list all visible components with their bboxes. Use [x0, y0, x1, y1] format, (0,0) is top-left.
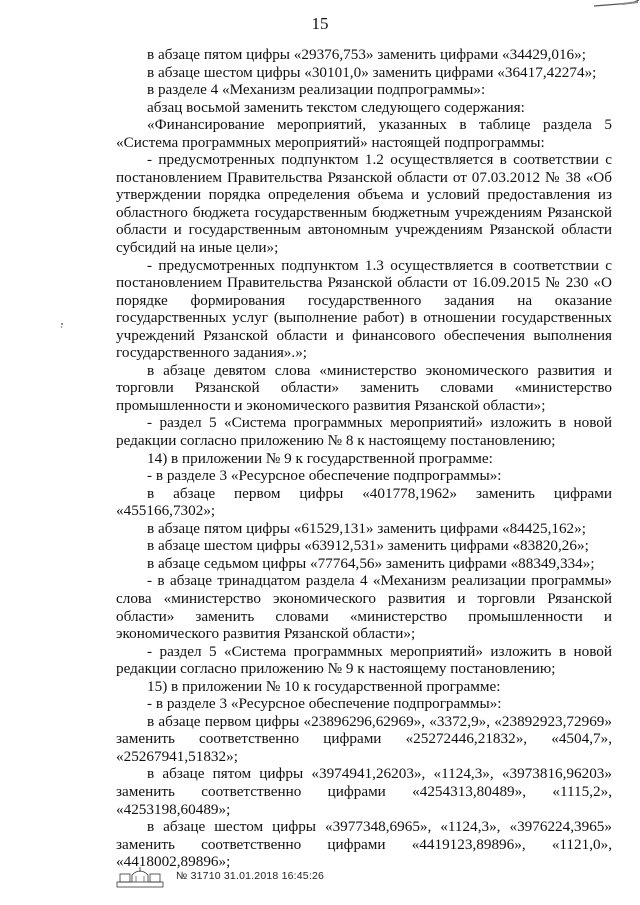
paragraph-1: в абзаце пятом цифры «29376,753» заменить цифрами «34429,016»; — [147, 46, 586, 63]
margin-speck — [60, 322, 64, 328]
paragraph-2: в абзаце шестом цифры «30101,0» заменить цифрами «36417,42274»; — [147, 63, 597, 81]
paragraph-15: в абзаце седьмом цифры «77764,56» заменить цифрами «88349,334»; — [147, 554, 595, 572]
paragraph-16: - в абзаце тринадцатом раздела 4 «Механизм реализации программы» слова «министерство экономического развития и торговли Рязанской области» заменить словами «министерство промышленности и экономического развития Рязанской области»; — [116, 572, 612, 643]
document-body — [116, 46, 612, 871]
paragraph-21: в абзаце пятом цифры «3974941,26203», «1124,3», «3973816,96203» заменить соответственно цифрами «4254313,80489», «1115,2», «4253198,60489»; — [116, 765, 612, 818]
paragraph-14: в абзаце шестом цифры «63912,531» заменить цифрами «83820,26»; — [147, 537, 589, 555]
paragraph-19: - в разделе 3 «Ресурсное обеспечение подпрограммы»: — [147, 695, 502, 713]
page-corner-mark — [592, 0, 640, 8]
document-seal-icon — [116, 866, 164, 888]
footer — [116, 866, 416, 896]
paragraph-22: в абзаце шестом цифры «3977348,6965», «1124,3», «3976224,3965» заменить соответственно цифрами «4419123,89896», «1121,0», «4418002,89896»; — [116, 818, 612, 871]
paragraph-9: - раздел 5 «Система программных мероприятий» изложить в новой редакции согласно приложению № 8 к настоящему постановлению; — [116, 414, 612, 450]
paragraph-10: 14) в приложении № 9 к государственной программе: — [147, 449, 493, 467]
paragraph-13: в абзаце пятом цифры «61529,131» заменить цифрами «84425,162»; — [147, 519, 586, 537]
paragraph-5: «Финансирование мероприятий, указанных в таблице раздела 5 «Система программных мероприятий» настоящей подпрограммы: — [116, 116, 612, 151]
paragraph-12: в абзаце первом цифры «401778,1962» заменить цифрами «455166,7302»; — [116, 484, 612, 520]
paragraph-4: абзац восьмой заменить текстом следующего содержания: — [147, 98, 525, 116]
paragraph-8: в абзаце девятом слова «министерство экономического развития и торговли Рязанской области» заменить словами «министерство промышленности и экономического развития Рязанской области»; — [116, 361, 612, 414]
paragraph-7: - предусмотренных подпунктом 1.3 осуществляется в соответствии с постановлением Правительства Рязанской области от 16.09.2015 № 230 «О порядке формирования государственного задания на оказание государственных услуг (выполнение работ) в отношении государственных учреждений Рязанской области и финансового обеспечения выполнения государственного задания».»; — [116, 256, 612, 362]
paragraph-11: - в разделе 3 «Ресурсное обеспечение подпрограммы»: — [147, 467, 502, 485]
paragraph-3: в разделе 4 «Механизм реализации подпрограммы»: — [147, 81, 486, 99]
paragraph-17: - раздел 5 «Система программных мероприятий» изложить в новой редакции согласно приложению № 9 к настоящему постановлению; — [116, 642, 612, 678]
page-number: 15 — [311, 14, 329, 33]
paragraph-6: - предусмотренных подпунктом 1.2 осуществляется в соответствии с постановлением Правительства Рязанской области от 07.03.2012 № 38 «Об утверждении порядка определения объема и условий предоставления из областного бюджета государственным бюджетным учреждениям Рязанской области и государственным автономным учреждениям Рязанской области субсидий на иные цели»; — [116, 151, 612, 257]
registration-stamp: № 31710 31.01.2018 16:45:26 — [176, 870, 325, 882]
paragraph-18: 15) в приложении № 10 к государственной программе: — [147, 677, 501, 695]
paragraph-20: в абзаце первом цифры «23896296,62969», «3372,9», «23892923,72969» заменить соответственно цифрами «25272446,21832», «4504,7», «25267941,51832»; — [116, 712, 612, 765]
